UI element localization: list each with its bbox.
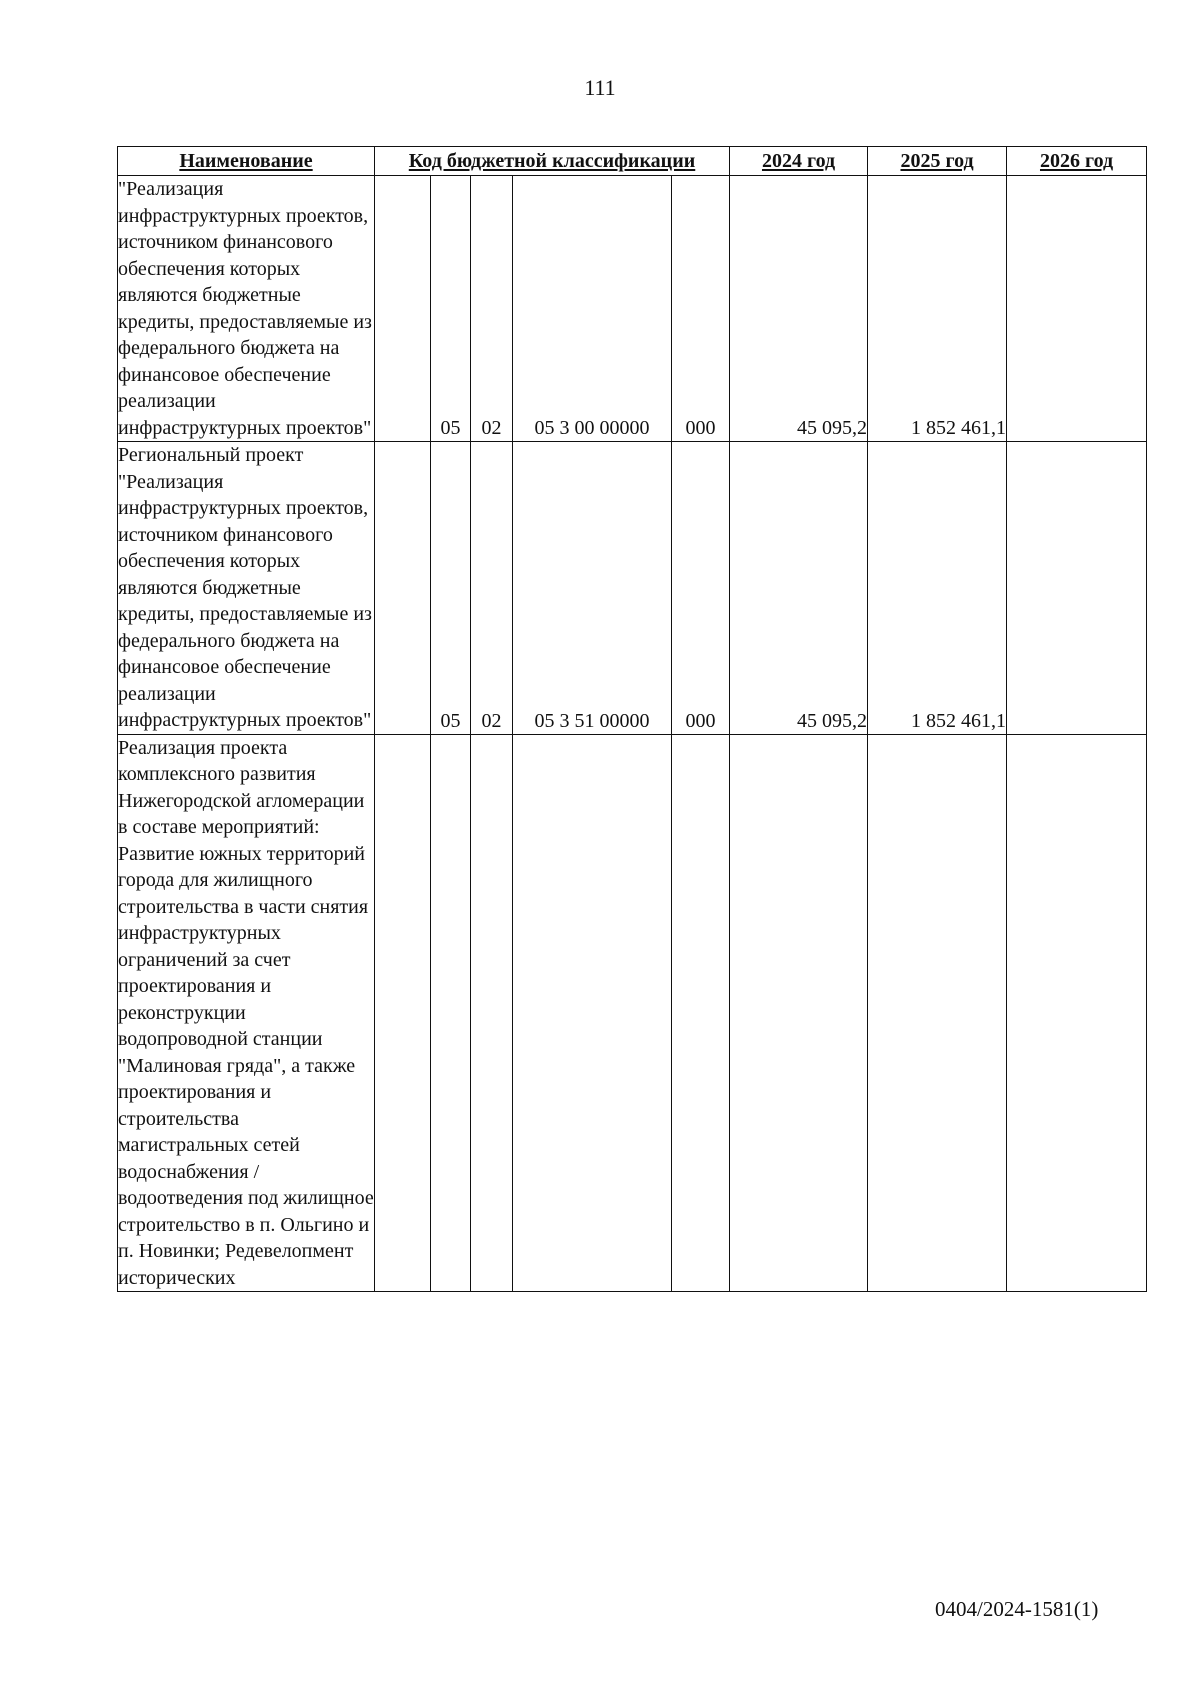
cell-2024: 45 095,2 [730, 176, 868, 442]
budget-table [117, 146, 1147, 1292]
header-2026: 2026 год [1007, 147, 1147, 176]
cell-2026 [1007, 176, 1147, 442]
cell-csr: 05 3 51 00000 [513, 442, 672, 735]
header-name: Наименование [118, 147, 375, 176]
table-row [118, 442, 1147, 735]
cell-vr [672, 734, 730, 1292]
header-budget-code: Код бюджетной классификации [375, 147, 730, 176]
cell-pr: 02 [471, 176, 513, 442]
cell-2024 [730, 734, 868, 1292]
table-header-row [118, 147, 1147, 176]
table-row [118, 734, 1147, 1292]
cell-ved [375, 442, 431, 735]
header-2025: 2025 год [868, 147, 1007, 176]
cell-2025 [868, 734, 1007, 1292]
page-number: 111 [584, 75, 616, 100]
cell-2024: 45 095,2 [730, 442, 868, 735]
cell-rz: 05 [431, 176, 471, 442]
cell-pr: 02 [471, 442, 513, 735]
cell-ved [375, 176, 431, 442]
row-name: Региональный проект "Реализация инфраструктурных проектов, источником финансового обеспечения которых являются бюджетные кредиты, предоставляемые из федерального бюджета на финансовое обеспечение реализации инфраструктурных проектов" [118, 442, 375, 735]
header-2024: 2024 год [730, 147, 868, 176]
cell-2026 [1007, 734, 1147, 1292]
row-name: Реализация проекта комплексного развития Нижегородской агломерации в составе мероприятий: Развитие южных территорий города для жилищного строительства в части снятия инфраструктурных ограничений за счет проектирования и реконструкции водопроводной станции "Малиновая гряда", а также проектирования и строительства магистральных сетей водоснабжения / водоотведения под жилищное строительство в п. Ольгино и п. Новинки; Редевелопмент исторических [118, 734, 375, 1292]
cell-2026 [1007, 442, 1147, 735]
cell-csr: 05 3 00 00000 [513, 176, 672, 442]
row-name: "Реализация инфраструктурных проектов, источником финансового обеспечения которых являются бюджетные кредиты, предоставляемые из федерального бюджета на финансовое обеспечение реализации инфраструктурных проектов" [118, 176, 375, 442]
table-row [118, 176, 1147, 442]
cell-ved [375, 734, 431, 1292]
cell-2025: 1 852 461,1 [868, 442, 1007, 735]
cell-rz: 05 [431, 442, 471, 735]
cell-vr: 000 [672, 176, 730, 442]
cell-pr [471, 734, 513, 1292]
cell-vr: 000 [672, 442, 730, 735]
cell-csr [513, 734, 672, 1292]
cell-rz [431, 734, 471, 1292]
document-code: 0404/2024-1581(1) [935, 1597, 1099, 1621]
cell-2025: 1 852 461,1 [868, 176, 1007, 442]
